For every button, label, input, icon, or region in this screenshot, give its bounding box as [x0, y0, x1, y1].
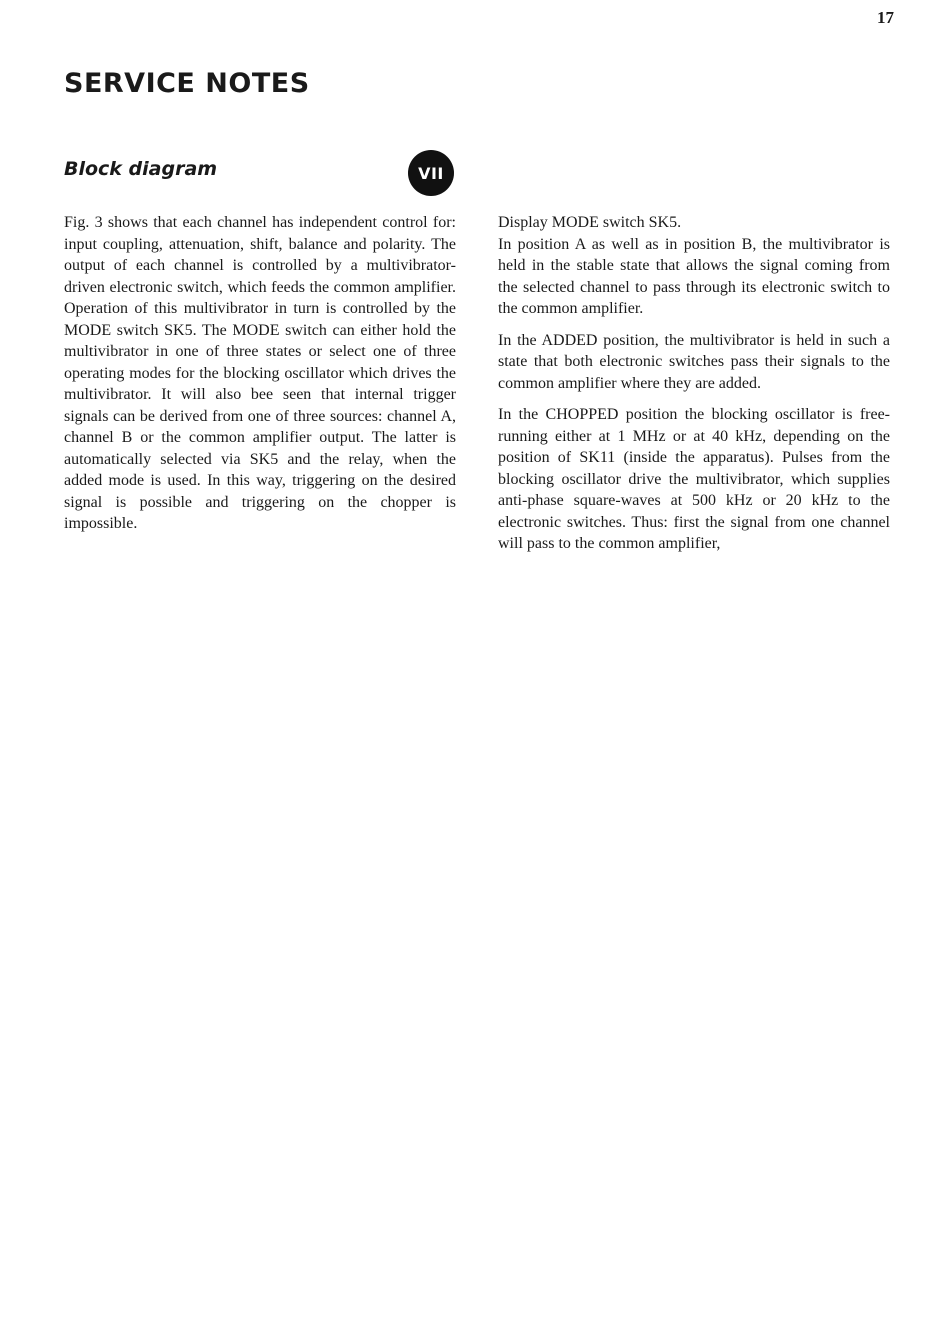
- page-title: SERVICE NOTES: [64, 68, 310, 99]
- section-number-badge: VII: [408, 150, 454, 196]
- left-column: [64, 212, 456, 535]
- section-heading: Block diagram: [64, 158, 218, 180]
- right-paragraph-3: In the ADDED position, the multivibrator is held in such a state that both electronic switches pass their signals to the common amplifier where they are added.: [498, 331, 890, 392]
- left-paragraph-1: Fig. 3 shows that each channel has independent control for: input coupling, attenuation, shift, balance and polarity. The output of each channel is controlled by a multivibrator-driven electronic switch, which feeds the common amplifier. Operation of this multivibrator in turn is controlled by the MODE switch SK5. The MODE switch can either hold the multivibrator in one of three states or select one of three operating modes for the blocking oscillator which drives the multivibrator. It will also bee seen that internal trigger signals can be derived from one of three sources: channel A, channel B or the common amplifier output. The latter is automatically selected via SK5 and the relay, when the added mode is used. In this way, triggering on the desired signal is possible and triggering on the chopper is impossible.: [64, 214, 456, 532]
- page-number: 17: [877, 8, 894, 27]
- right-paragraph-1: Display MODE switch SK5.: [498, 214, 682, 231]
- right-paragraph-2: In position A as well as in position B, the multivibrator is held in the stable state that allows the signal coming from the selected channel to pass through its electronic switch to the common amplifier.: [498, 235, 890, 317]
- right-paragraph-4: In the CHOPPED position the blocking oscillator is free-running either at 1 MHz or at 40 kHz, depending on the position of SK11 (inside the apparatus). Pulses from the blocking oscillator drive the multivibrator, which supplies anti-phase square-waves at 500 kHz or 20 kHz to the electronic switches. Thus: first the signal from one channel will pass to the common amplifier,: [498, 406, 890, 552]
- right-column: [498, 212, 890, 565]
